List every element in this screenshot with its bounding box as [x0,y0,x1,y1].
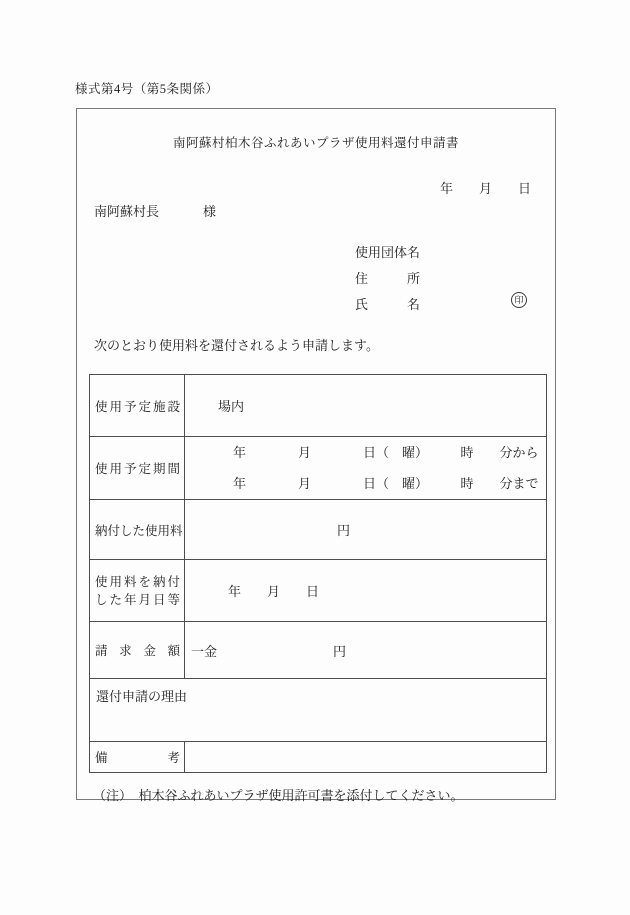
addressee-line [94,201,216,220]
remarks-value [185,742,547,773]
document-title: 南阿蘇村柏木谷ふれあいプラザ使用料還付申請書 [172,136,459,150]
group-name-label: 使用団体名 [355,245,421,260]
note: （注） 柏木谷ふれあいプラザ使用許可書を添付してください。 [93,788,464,803]
address-label: 住 所 [355,271,421,286]
addressee-name: 南阿蘇村長 [94,204,160,219]
facility-value: 場内 [185,375,547,437]
period-label: 使用予定期間 [90,437,185,500]
table-row-period [90,437,547,500]
seal-mark-character: 印 [514,294,524,305]
facility-label: 使用予定施設 [90,375,185,437]
name-label: 氏 名 [355,297,421,312]
table-row-remarks [90,742,547,773]
paid-fee-label: 納付した使用料 [90,500,185,560]
claim-prefix: 一金 [191,643,218,659]
paid-date-label-line2: した年月日等 [95,592,180,607]
paid-date-value: 年 月 日 [185,560,547,622]
period-value [185,437,547,500]
addressee-honorific: 様 [203,204,217,219]
form-border-box [76,108,556,803]
table-row-claim [90,622,547,679]
applicant-block [355,240,420,318]
table-row-paid-fee [90,500,547,560]
application-table [89,374,547,773]
remarks-label: 備考 [90,742,185,773]
paid-date-label-line1: 使用料を納付 [95,574,180,589]
application-sentence: 次のとおり使用料を還付されるよう申請します。 [94,338,379,353]
table-row-facility [90,375,547,437]
reason-label: 還付申請の理由 [90,679,547,742]
table-row-reason [90,679,547,742]
claim-unit: 円 [333,643,347,659]
claim-label: 請求金額 [90,622,185,679]
form-number: 様式第4号（第5条関係） [75,82,219,96]
table-row-paid-date [90,560,547,622]
claim-value [185,622,547,679]
seal-mark-icon [511,292,527,308]
period-from: 年 月 日（ 曜） 時 分から [233,445,539,460]
paid-fee-unit: 円 [185,500,547,560]
paid-date-label [90,560,185,622]
period-to: 年 月 日（ 曜） 時 分まで [233,476,539,491]
date-line: 年 月 日 [439,181,531,196]
